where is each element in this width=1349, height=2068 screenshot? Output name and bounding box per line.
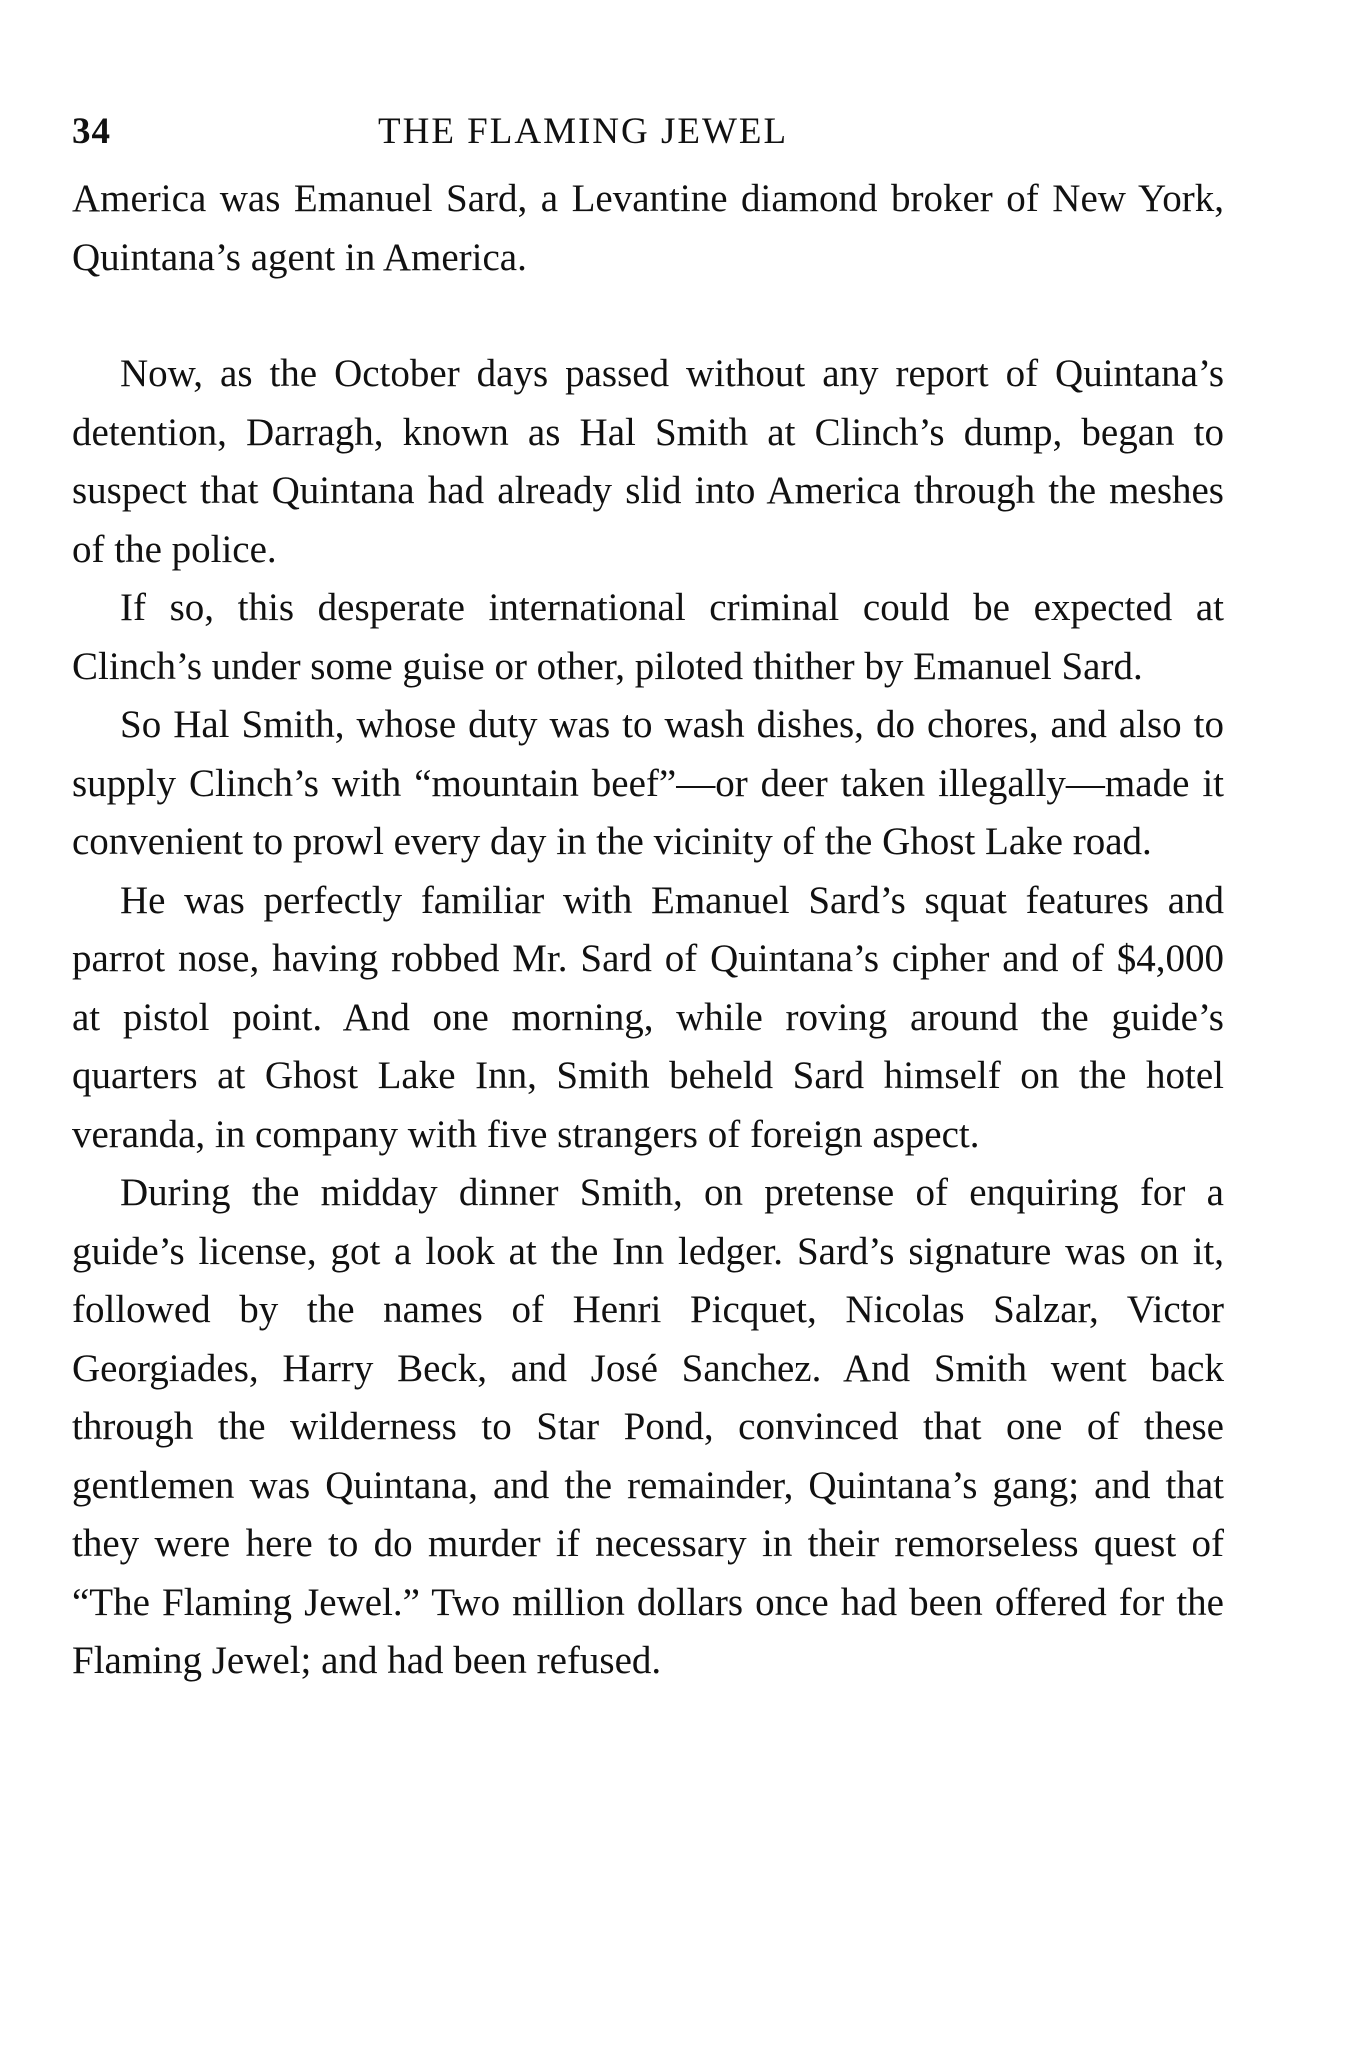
body-text [72,170,1224,1691]
running-head [72,110,1224,170]
book-page [72,110,1224,1691]
paragraph: During the midday dinner Smith, on pretense of enquiring for a guide’s license, got a look at the Inn ledger. Sard’s signature was on it, followed by the names of Henri Picquet, Nicolas Salzar, Victor Georgiades, Harry Beck, and José Sanchez. And Smith went back through the wilderness to Star Pond, convinced that one of these gentlemen was Quintana, and the remainder, Quintana’s gang; and that they were here to do murder if necessary in their remorseless quest of “The Flaming Jewel.” Two million dollars once had been offered for the Flaming Jewel; and had been refused. [72,1171,1224,1682]
running-title: THE FLAMING JEWEL [378,111,789,152]
paragraph: If so, this desperate international criminal could be expected at Clinch’s under some guise or other, piloted thither by Emanuel Sard. [72,586,1224,688]
paragraph: So Hal Smith, whose duty was to wash dishes, do chores, and also to supply Clinch’s with “mountain beef”—or deer taken illegally—made it convenient to prowl every day in the vicinity of the Ghost Lake road. [72,703,1224,863]
paragraph-continuation: America was Emanuel Sard, a Levantine diamond broker of New York, Quintana’s agent in America. [72,177,1224,279]
paragraph: Now, as the October days passed without any report of Quintana’s detention, Darragh, known as Hal Smith at Clinch’s dump, began to suspect that Quintana had already slid into America through the meshes of the police. [72,352,1224,571]
page-number: 34 [72,111,111,152]
paragraph: He was perfectly familiar with Emanuel Sard’s squat features and parrot nose, having robbed Mr. Sard of Quintana’s cipher and of $4,000 at pistol point. And one morning, while roving around the guide’s quarters at Ghost Lake Inn, Smith beheld Sard himself on the hotel veranda, in company with five strangers of foreign aspect. [72,878,1224,1156]
